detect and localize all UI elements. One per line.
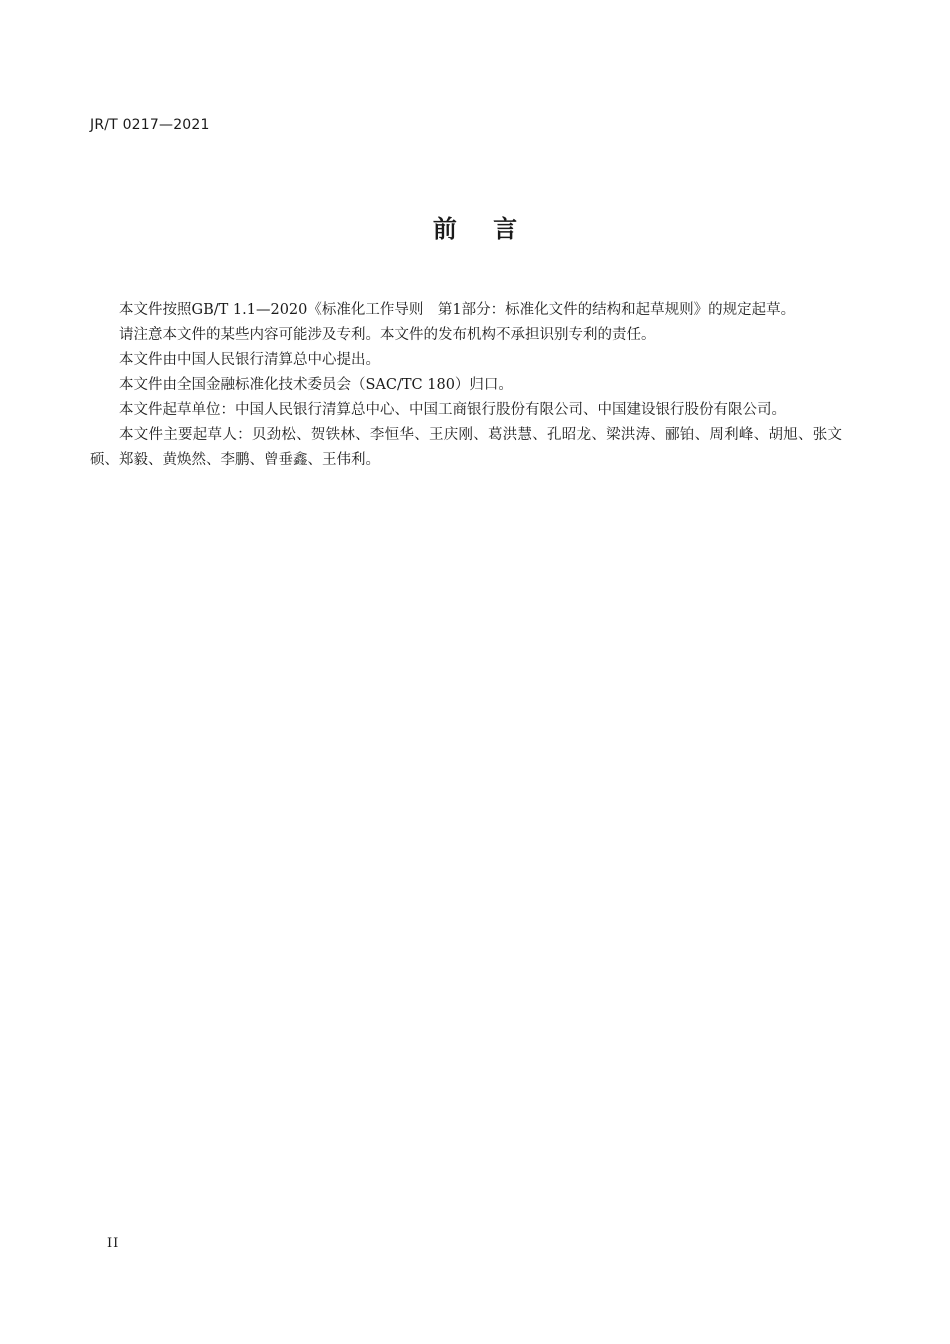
page-number: II xyxy=(107,1236,120,1251)
paragraph-drafters: 本文件主要起草人：贝劲松、贺铁林、李恒华、王庆刚、葛洪慧、孔昭龙、梁洪涛、郦铂、周利峰、胡旭、张文硕、郑毅、黄焕然、李鹏、曾垂鑫、王伟利。 xyxy=(90,427,842,468)
paragraph-committee: 本文件由全国金融标准化技术委员会（SAC/TC 180）归口。 xyxy=(119,377,513,393)
paragraph-drafting-rules: 本文件按照GB/T 1.1—2020《标准化工作导则 第1部分：标准化文件的结构和起草规则》的规定起草。 xyxy=(119,302,796,318)
foreword-body xyxy=(90,298,842,473)
document-code: JR/T 0217—2021 xyxy=(90,117,210,133)
paragraph-proposer: 本文件由中国人民银行清算总中心提出。 xyxy=(119,352,380,368)
paragraph-drafting-units: 本文件起草单位：中国人民银行清算总中心、中国工商银行股份有限公司、中国建设银行股份有限公司。 xyxy=(119,402,786,418)
page-title: 前 言 xyxy=(432,215,532,243)
paragraph-patent-notice: 请注意本文件的某些内容可能涉及专利。本文件的发布机构不承担识别专利的责任。 xyxy=(119,327,656,343)
